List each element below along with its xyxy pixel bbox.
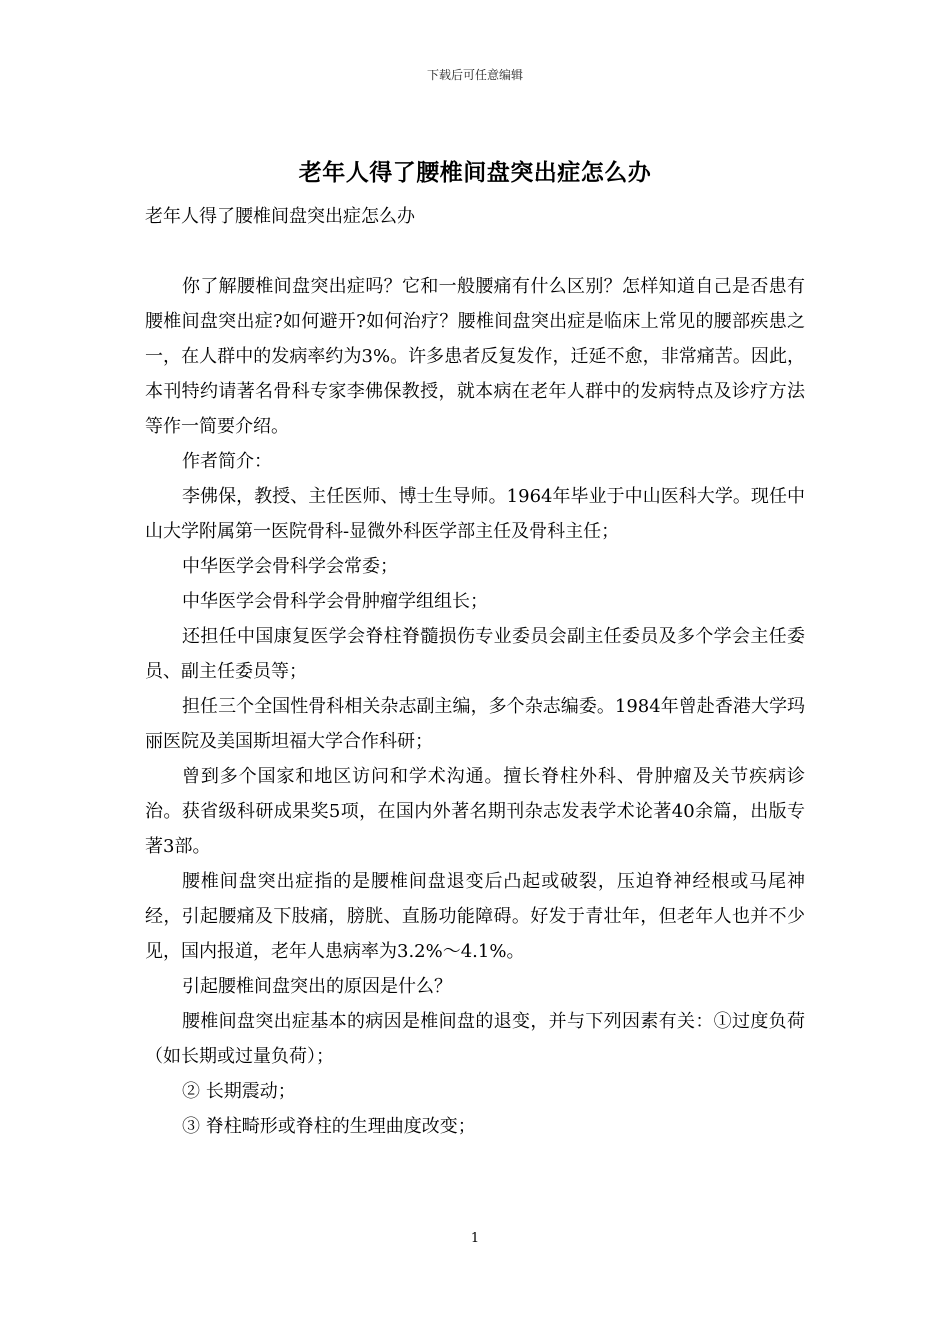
paragraph-cause-3: ③ 脊柱畸形或脊柱的生理曲度改变； [182,1116,476,1137]
paragraph-role-2: 中华医学会骨科学会骨肿瘤学组组长； [182,591,488,612]
document-subtitle: 老年人得了腰椎间盘突出症怎么办 [145,206,415,227]
paragraph-cause-question: 引起腰椎间盘突出的原因是什么？ [182,976,452,997]
paragraph-author-heading: 作者简介： [182,451,272,472]
paragraph-author-bio: 李佛保，教授、主任医师、博士生导师。1964年毕业于中山医科大学。现任中山大学附属第一医院骨科-显微外科医学部主任及骨科主任； [145,486,805,542]
paragraph-definition: 腰椎间盘突出症指的是腰椎间盘退变后凸起或破裂，压迫脊神经根或马尾神经，引起腰痛及下肢痛，膀胱、直肠功能障碍。好发于青壮年，但老年人也并不少见，国内报道，老年人患病率为3.2%～4.1%。 [145,871,805,962]
paragraph-role-1: 中华医学会骨科学会常委； [182,556,398,577]
paragraph-achievements: 曾到多个国家和地区访问和学术沟通。擅长脊柱外科、骨肿瘤及关节疾病诊治。获省级科研成果奖5项，在国内外著名期刊杂志发表学术论著40余篇，出版专著3部。 [145,766,805,857]
paragraph-editorial: 担任三个全国性骨科相关杂志副主编，多个杂志编委。1984年曾赴香港大学玛丽医院及美国斯坦福大学合作科研； [145,696,805,752]
paragraph-cause-2: ② 长期震动； [182,1081,296,1102]
document-body [145,269,805,1144]
paragraph-cause-1: 腰椎间盘突出症基本的病因是椎间盘的退变，并与下列因素有关：①过度负荷（如长期或过量负荷）； [145,1011,805,1067]
document-title: 老年人得了腰椎间盘突出症怎么办 [298,159,652,186]
paragraph-intro: 你了解腰椎间盘突出症吗？它和一般腰痛有什么区别？怎样知道自己是否患有腰椎间盘突出症?如何避开?如何治疗？腰椎间盘突出症是临床上常见的腰部疾患之一，在人群中的发病率约为3%。许多患者反复发作，迁延不愈，非常痛苦。因此，本刊特约请著名骨科专家李佛保教授，就本病在老年人群中的发病特点及诊疗方法等作一简要介绍。 [145,276,805,437]
page-header-note: 下载后可任意编辑 [426,68,523,82]
paragraph-role-3: 还担任中国康复医学会脊柱脊髓损伤专业委员会副主任委员及多个学会主任委员、副主任委员等； [145,626,805,682]
page-number: 1 [470,1231,480,1246]
